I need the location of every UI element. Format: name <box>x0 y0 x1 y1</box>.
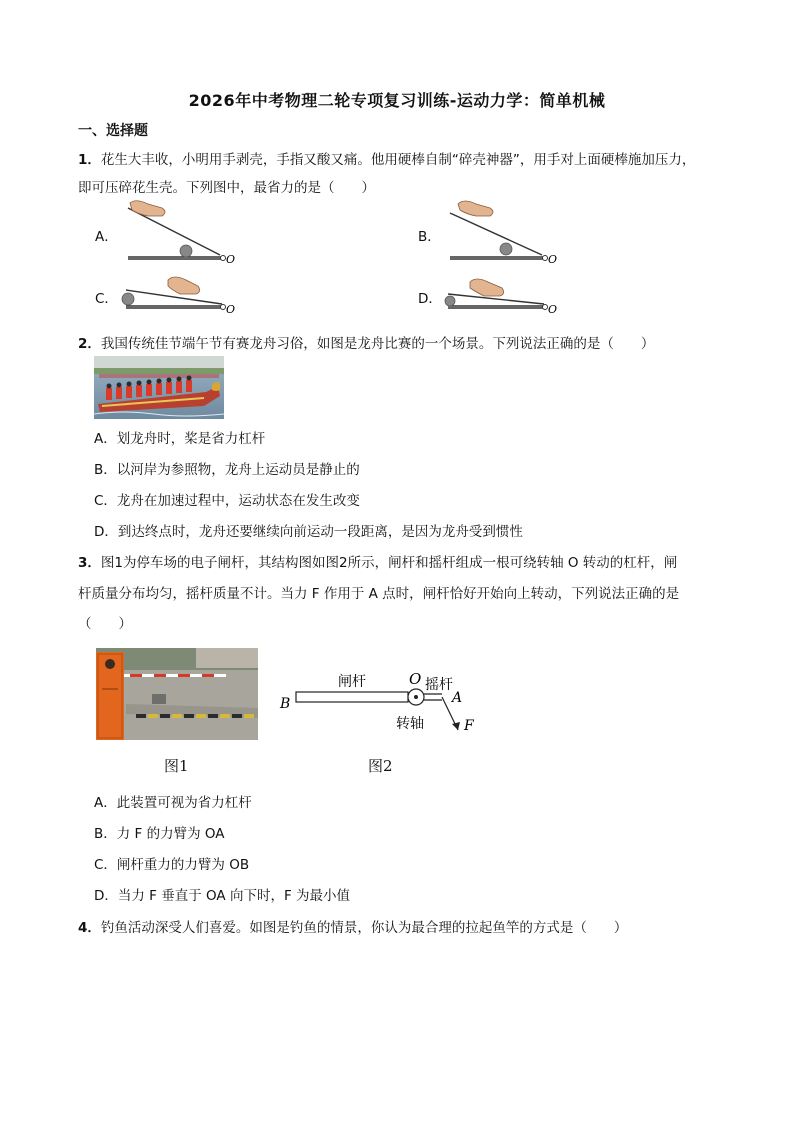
force-f-label: F <box>464 718 474 734</box>
question-3-number: 3． <box>78 555 101 571</box>
q2-option-d[interactable]: D．到达终点时，龙舟还要继续向前运动一段距离，是因为龙舟受到惯性 <box>94 524 523 540</box>
q1-option-d-figure <box>440 268 560 318</box>
question-1-number: 1． <box>78 152 101 168</box>
question-3-line-1 <box>78 551 677 571</box>
question-3-line-3: （ ） <box>78 616 132 632</box>
pivot-o-label: O <box>409 670 422 688</box>
question-2-line <box>78 332 654 352</box>
dragon-boat-photo <box>94 356 224 419</box>
question-4-line <box>78 916 627 936</box>
gate-bar <box>296 692 408 702</box>
rocker-label: 摇杆 <box>425 677 453 693</box>
parking-barrier-photo <box>96 648 258 740</box>
point-a-label: A <box>452 690 463 706</box>
q2-option-c[interactable]: C．龙舟在加速过程中，运动状态在发生改变 <box>94 493 360 509</box>
question-3-line-2: 杆质量分布均匀，摇杆质量不计。当力 F 作用于 A 点时，闸杆恰好开始向上转动，下列说法正确的是 <box>78 586 680 602</box>
question-1-text-1: 花生大丰收，小明用手剥壳，手指又酸又痛。他用硬棒自制“碎壳神器”，用手对上面硬棒施加压力， <box>100 152 696 168</box>
q3-option-d[interactable]: D．当力 F 垂直于 OA 向下时，F 为最小值 <box>94 888 351 904</box>
figure-2-caption: 图2 <box>368 757 393 775</box>
question-1-line-2: 即可压碎花生壳。下列图中，最省力的是（ ） <box>78 180 375 196</box>
question-3-text-1: 图1为停车场的电子闸杆，其结构图如图2所示，闸杆和摇杆组成一根可绕转轴 O 转动的杠杆，闸 <box>100 555 678 571</box>
section-heading: 一、选择题 <box>78 123 148 139</box>
q1-option-c-label[interactable]: C． <box>95 291 118 307</box>
q1-b-pivot-label: O <box>548 253 558 266</box>
q1-option-a-figure <box>118 198 238 266</box>
q1-c-pivot-label: O <box>226 303 236 316</box>
q3-option-b[interactable]: B．力 F 的力臂为 OA <box>94 826 225 842</box>
q2-option-a[interactable]: A．划龙舟时，桨是省力杠杆 <box>94 431 266 447</box>
question-4-text: 钓鱼活动深受人们喜爱。如图是钓鱼的情景，你认为最合理的拉起鱼竿的方式是（ ） <box>100 920 628 936</box>
lever-structure-diagram <box>278 664 488 744</box>
figure-1-caption: 图1 <box>164 757 189 775</box>
question-2-number: 2． <box>78 336 101 352</box>
q3-option-a[interactable]: A．此装置可视为省力杠杆 <box>94 795 252 811</box>
q1-option-b-label[interactable]: B． <box>418 229 441 245</box>
gate-label: 闸杆 <box>338 674 366 690</box>
point-b-label: B <box>280 696 291 712</box>
q1-option-d-label[interactable]: D． <box>418 291 442 307</box>
q1-a-pivot-label: O <box>226 253 236 266</box>
q2-option-b[interactable]: B．以河岸为参照物，龙舟上运动员是静止的 <box>94 462 360 478</box>
axis-label: 转轴 <box>396 716 424 732</box>
q1-option-c-figure <box>118 268 238 318</box>
q3-option-c[interactable]: C．闸杆重力的力臂为 OB <box>94 857 250 873</box>
q1-d-pivot-label: O <box>548 303 558 316</box>
q1-option-a-label[interactable]: A． <box>95 229 118 245</box>
question-1-line-1 <box>78 148 695 168</box>
q1-option-b-figure <box>440 198 560 266</box>
question-4-number: 4． <box>78 920 101 936</box>
question-2-text: 我国传统佳节端午节有赛龙舟习俗，如图是龙舟比赛的一个场景。下列说法正确的是（ ） <box>100 336 655 352</box>
page-title: 2026年中考物理二轮专项复习训练-运动力学：简单机械 <box>188 91 606 110</box>
